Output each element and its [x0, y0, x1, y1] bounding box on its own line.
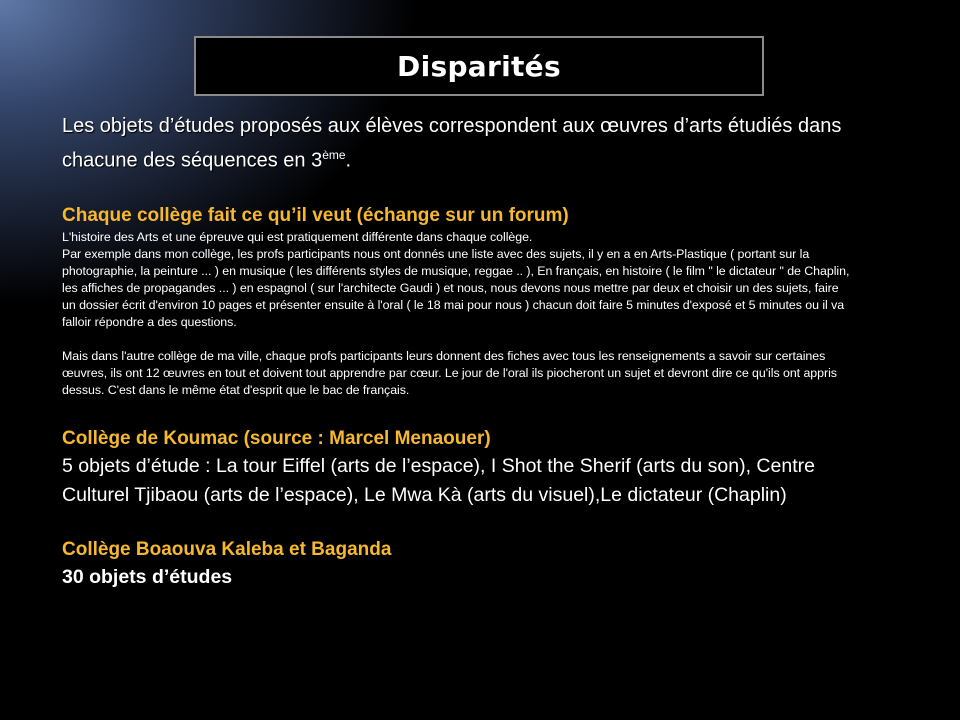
- section-koumac-heading: Collège de Koumac (source : Marcel Menaouer): [62, 427, 491, 449]
- slide-content: [62, 112, 852, 591]
- intro-end: .: [345, 149, 352, 172]
- koumac-text: 5 objets d’étude : La tour Eiffel (arts de l’espace), I Shot the Sherif (arts du son), Centre Culturel Tjibaou (arts de l’espace), Le Mwa Kà (arts du visuel),Le dictateur (Chaplin): [62, 454, 815, 506]
- title-box: [194, 36, 764, 96]
- forum-paragraph-1: L'histoire des Arts et une épreuve qui est pratiquement différente dans chaque collège.: [62, 229, 533, 244]
- forum-paragraph-3: Mais dans l'autre collège de ma ville, chaque profs participants leurs donnent des fiches avec tous les renseignements a savoir sur certaines œuvres, ils ont 12 œuvres en tout et doivent tout apprendre par cœur. Le jour de l'oral ils piocheront un sujet et devront dire ce qu'ils ont appris dessus. C'est dans le même état d'esprit que le bac de français.: [62, 348, 837, 397]
- section-forum-heading: Chaque collège fait ce qu’il veut (échange sur un forum): [62, 204, 569, 226]
- slide-title: Disparités: [397, 49, 561, 83]
- intro-text: Les objets d’études proposés aux élèves correspondent aux œuvres d’arts étudiés dans chacune des séquences en 3: [62, 115, 842, 172]
- intro-superscript: ème: [322, 148, 346, 162]
- boaouva-text: 30 objets d’études: [62, 565, 233, 588]
- intro-paragraph: [62, 112, 852, 176]
- section-boaouva-heading: Collège Boaouva Kaleba et Baganda: [62, 538, 392, 560]
- forum-paragraph-2: Par exemple dans mon collège, les profs participants nous ont donnés une liste avec des sujets, il y en a en Arts-Plastique ( portant sur la photographie, la peinture ... ) en musique ( les différents styles de musique, reggae .. ), En français, en histoire ( le film " le dictateur " de Chaplin, les affiches de propagandes ... ) en espagnol ( sur l'architecte Gaudi ) et nous, nous devons nous mettre par deux et choisir un des sujets, faire un dossier écrit d'environ 10 pages et présenter ensuite à l'oral ( le 18 mai pour nous ) chacun doit faire 5 minutes d'exposé et 5 minutes ou il va falloir répondre a des questions.: [62, 246, 850, 329]
